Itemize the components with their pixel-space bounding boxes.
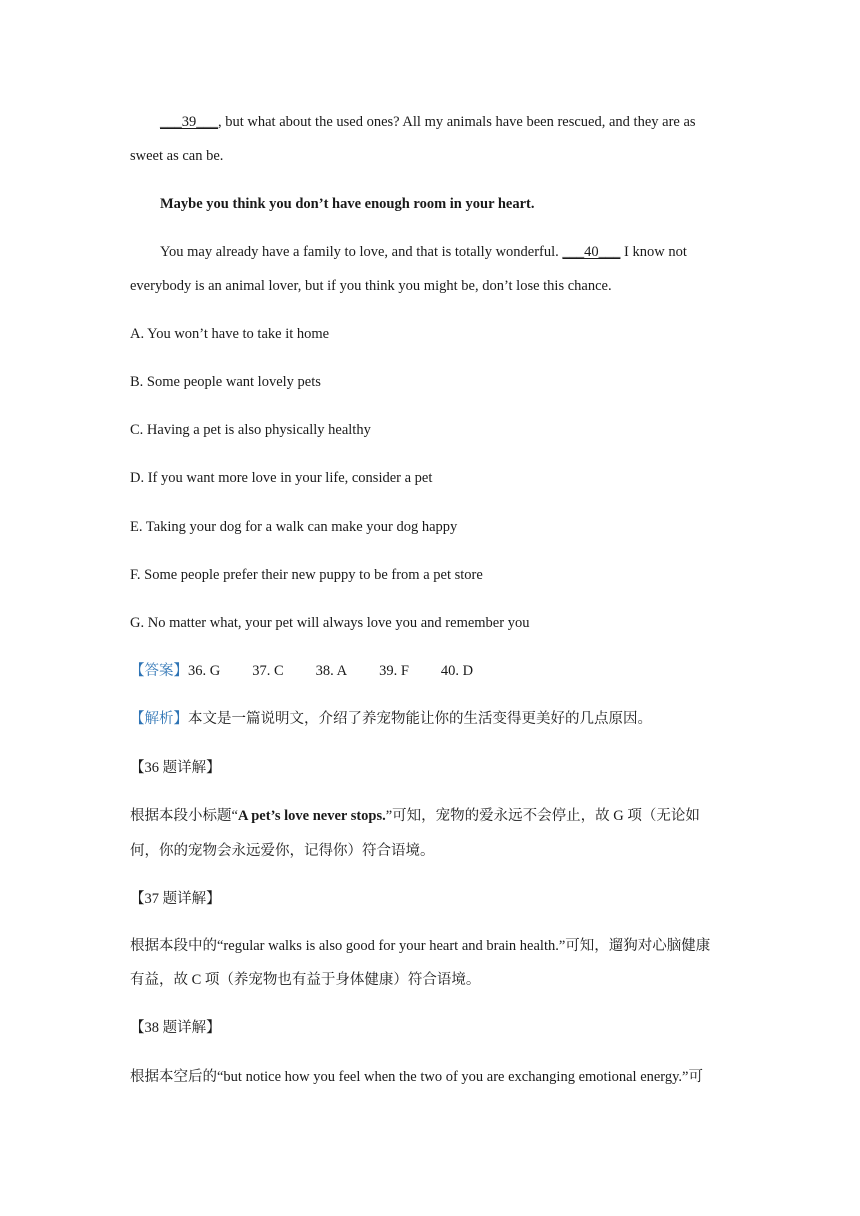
- option-b: B. Some people want lovely pets: [130, 374, 321, 390]
- q36-quote: A pet’s love never stops.: [237, 808, 386, 824]
- q36-text-c: ”可知，宠物的爱永远不会停止，故 G 项（无论如: [385, 808, 700, 824]
- option-f: F. Some people prefer their new puppy to be from a pet store: [130, 567, 483, 583]
- q36-text-a: 根据本段小标题“: [130, 808, 238, 824]
- q37-line-1: 根据本段中的“regular walks is also good for your heart and brain health.”可知，遛狗对心脑健康: [130, 938, 711, 954]
- answer-36: 36. G: [188, 663, 221, 679]
- paragraph-40-line-2: everybody is an animal lover, but if you think you might be, don’t lose this chance.: [130, 278, 612, 294]
- option-a: A. You won’t have to take it home: [130, 326, 330, 342]
- answer-39: 39. F: [379, 663, 409, 679]
- paragraph-40-line-1: [160, 243, 687, 261]
- answer-40: 40. D: [440, 663, 474, 679]
- answer-label: 【答案】: [130, 663, 188, 679]
- option-g: G. No matter what, your pet will always love you and remember you: [130, 615, 530, 631]
- option-e: E. Taking your dog for a walk can make your dog happy: [130, 519, 458, 535]
- q36-title: 【36 题详解】: [130, 760, 221, 776]
- q37-line-2: 有益，故 C 项（养宠物也有益于身体健康）符合语境。: [130, 972, 481, 988]
- option-c: C. Having a pet is also physically healthy: [130, 422, 371, 438]
- analysis-label: 【解析】: [130, 711, 188, 727]
- q37-title: 【37 题详解】: [130, 891, 221, 907]
- paragraph-40-start: You may already have a family to love, and that is totally wonderful.: [160, 244, 563, 260]
- option-d: D. If you want more love in your life, consider a pet: [130, 470, 433, 486]
- answer-line: [130, 662, 473, 680]
- paragraph-40-end: I know not: [620, 244, 687, 260]
- analysis-text: 本文是一篇说明文，介绍了养宠物能让你的生活变得更美好的几点原因。: [188, 711, 652, 727]
- paragraph-39-text: , but what about the used ones? All my animals have been rescued, and they are as: [218, 114, 696, 130]
- blank-40: ___40___: [562, 244, 621, 260]
- analysis-line: [130, 710, 652, 728]
- q36-line-2: 何，你的宠物会永远爱你，记得你）符合语境。: [130, 843, 435, 859]
- section-heading: Maybe you think you don’t have enough room in your heart.: [160, 196, 535, 212]
- q38-title: 【38 题详解】: [130, 1020, 221, 1036]
- q36-line-1: [130, 807, 700, 825]
- q38-line-1: 根据本空后的“but notice how you feel when the two of you are exchanging emotional energy.”可: [130, 1069, 703, 1085]
- answer-37: 37. C: [252, 663, 284, 679]
- answer-38: 38. A: [315, 663, 348, 679]
- paragraph-39-line-2: sweet as can be.: [130, 148, 224, 164]
- paragraph-39-line-1: [160, 113, 696, 131]
- blank-39: ___39___: [160, 114, 218, 130]
